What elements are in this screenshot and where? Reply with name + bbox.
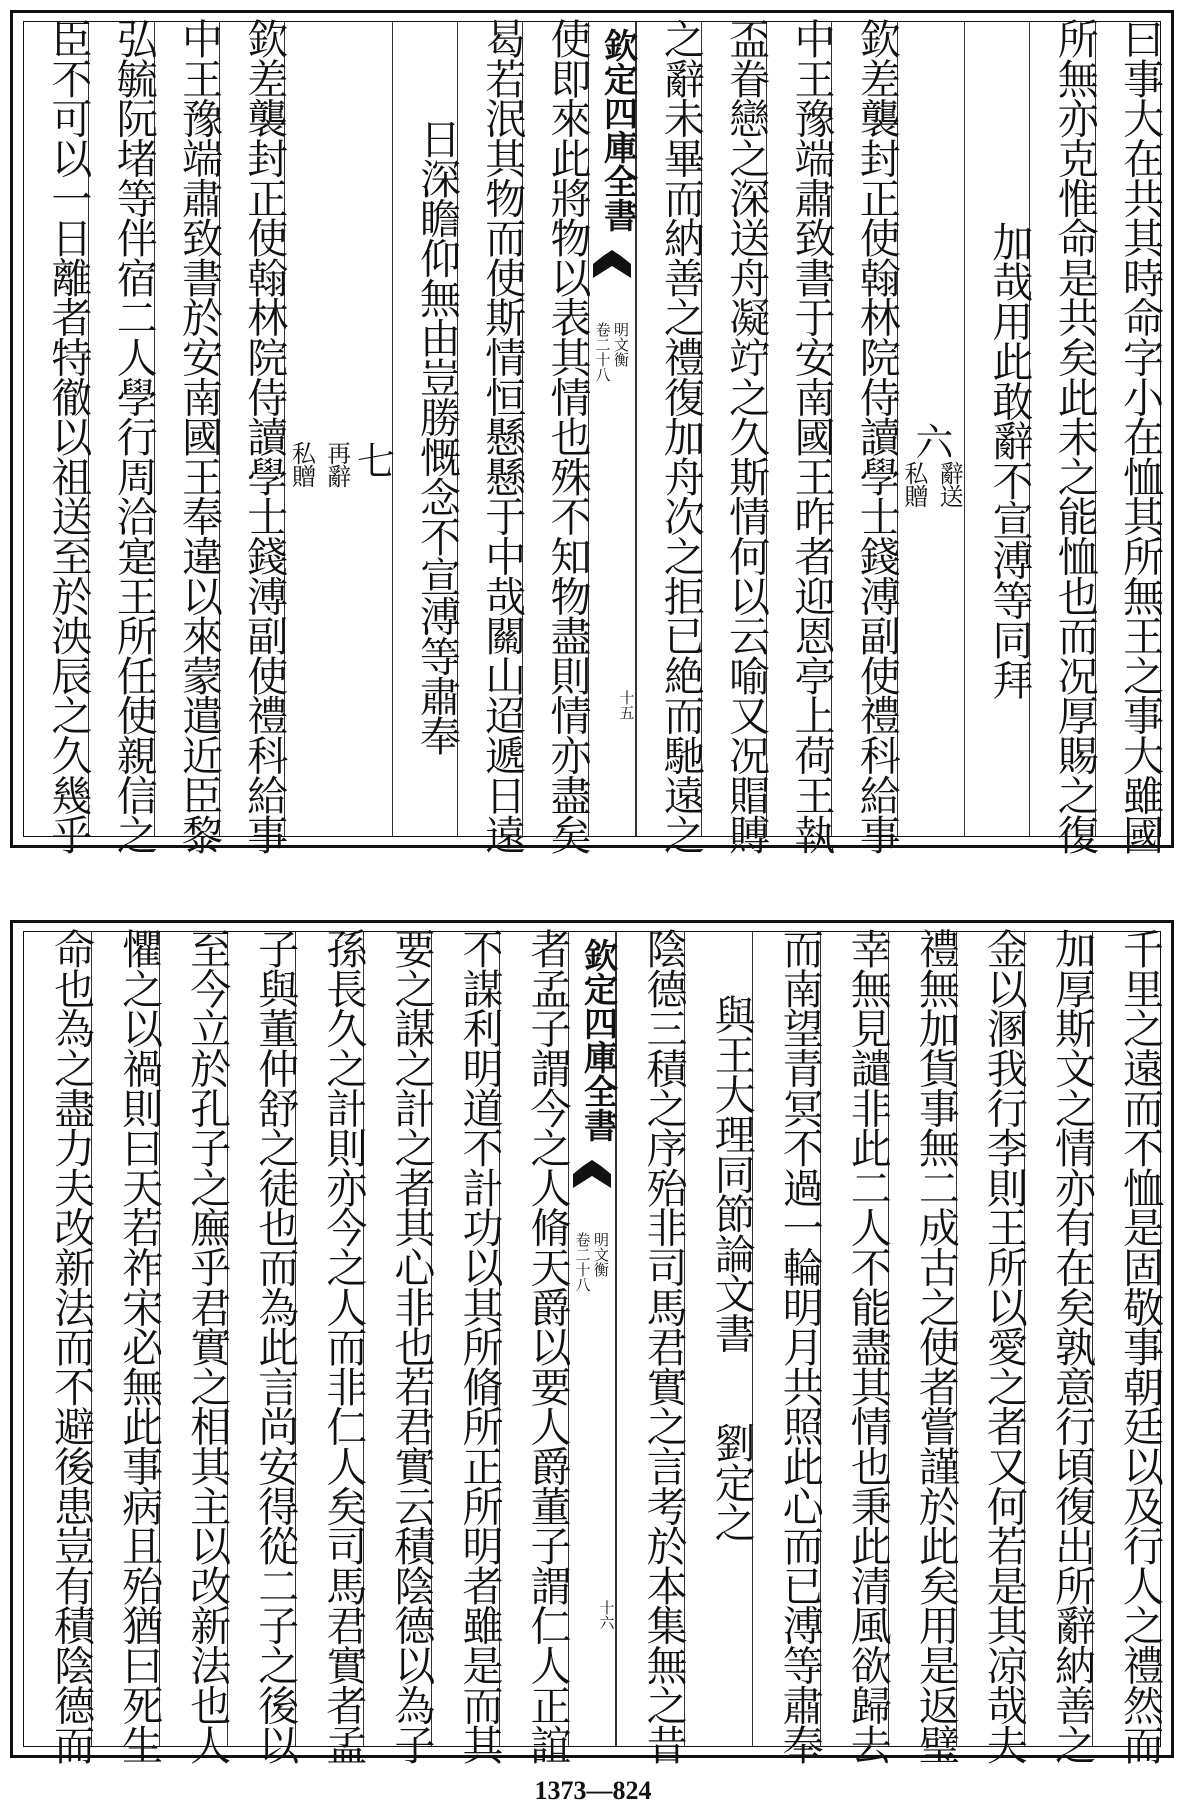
column-text: 者孟子謂今之人脩天爵以要人爵董子謂仁人正誼: [523, 928, 572, 1764]
page-gutter: [568, 932, 616, 1746]
column-text: 加哉用此敢辭不宣溥等同拜: [985, 221, 1034, 699]
column-text: 至今立於孔子之廡乎君實之相其主以改新法也人: [183, 928, 232, 1764]
text-column: [1092, 928, 1164, 1764]
text-column: [154, 18, 223, 854]
column-text: 懼之以禍則曰天若祚宋必無此事病且殆猶曰死生: [115, 928, 164, 1764]
text-column: [363, 928, 436, 1764]
fish-tail-mark-icon: [573, 1160, 611, 1188]
section-heading-seven: [284, 22, 395, 836]
volume-number: 卷二十八: [593, 322, 612, 382]
column-text: 不謀利明道不計功以其所脩所正所明者雖是而其: [455, 928, 504, 1764]
text-column: [1029, 18, 1099, 854]
text-column: [159, 928, 232, 1764]
volume-number: 卷二十八: [573, 1232, 592, 1292]
column-text: 孫長久之計則亦今之人而非仁人矣司馬君實者孟: [319, 928, 368, 1764]
heading-small-right: 再辭: [322, 441, 351, 487]
library-title: 欽定四庫全書: [597, 28, 638, 232]
page-bottom: [10, 920, 1174, 1764]
text-column: [219, 18, 289, 854]
text-column: [636, 18, 705, 854]
text-column: [766, 18, 836, 854]
text-column: [88, 18, 158, 854]
heading-small-left: 私贈: [899, 460, 928, 507]
text-column: [701, 18, 771, 854]
text-column: [964, 22, 1034, 836]
text-column: [820, 928, 892, 1764]
text-column: [431, 928, 504, 1764]
column-text: 中王豫端肅致書於安南國王奉違以來蒙遣近臣黎: [174, 18, 223, 854]
column-text: 曷若泯其物而使斯情恒懸懸于中哉關山迢遞日遠: [478, 18, 527, 854]
work-title: 明文衡: [612, 322, 631, 367]
text-column: [1024, 928, 1096, 1764]
column-text: 陰德三積之序殆非司馬君實之言考於本集無之昔: [639, 928, 688, 1764]
page-gutter: [588, 22, 636, 836]
text-column: [499, 928, 572, 1764]
heading-number: 七: [350, 441, 395, 478]
page-top-frame: [23, 18, 1164, 854]
heading-number: 六: [908, 421, 953, 459]
column-text: 所無亦克惟命是共矣此未之能恤也而况厚賜之復: [1050, 18, 1099, 854]
column-text: 禮無加貨事無二成古之使者嘗謹於此矣用是返璧: [911, 928, 960, 1764]
text-column: [392, 22, 461, 836]
text-column: [831, 18, 901, 854]
text-column: [24, 928, 96, 1764]
column-text: 中王豫端肅致書于安南國王昨者迎恩亭上荷王執: [787, 18, 836, 854]
page-number: 十六: [597, 1600, 616, 1630]
author-name: 劉定之: [707, 1422, 756, 1542]
section-heading-six: [897, 22, 964, 836]
text-column: [91, 928, 164, 1764]
column-text: 弘毓阮堵等伴宿二人學行周洽寔王所任使親信之: [109, 18, 158, 854]
column-text: 金以溷我行李則王所以愛之者又何若是其凉哉夫: [979, 928, 1028, 1764]
library-title: 欽定四庫全書: [577, 938, 618, 1142]
column-text: 加厚斯文之情亦有在矣孰意行頃復出所辭納善之: [1047, 928, 1096, 1764]
work-title: 明文衡: [592, 1232, 610, 1277]
text-column: [457, 18, 527, 854]
heading-small-right: 辭送: [935, 460, 964, 507]
column-text: 千里之遠而不恤是固敬事朝廷以及行人之禮然而: [1116, 928, 1164, 1764]
column-text: 命也為之盡力夫改新法而不避後患豈有積陰德而: [47, 928, 96, 1764]
column-text: 曰事大在共其時命字小在恤其所無王之事大雖國: [1116, 18, 1164, 854]
column-text: 要之謀之計之者其心非也若君實云積陰德以為子: [387, 928, 436, 1764]
text-column: [956, 928, 1028, 1764]
column-text: 子與董仲舒之徒也而為此言尚安得從二子之後以: [251, 928, 300, 1764]
page-bottom-frame: [23, 928, 1164, 1764]
column-text: 幸無見譴非此二人不能盡其情也秉此清風欲歸去: [843, 928, 892, 1764]
essay-title: 與王大理同節論文書: [707, 994, 756, 1353]
column-text: 欽差襲封正使翰林院侍讀學士錢溥副使禮科給事: [240, 18, 289, 854]
column-text: 欽差襲封正使翰林院侍讀學士錢溥副使禮科給事: [852, 18, 901, 854]
text-column: [888, 928, 960, 1764]
text-column: [295, 928, 368, 1764]
fish-tail-mark-icon: [593, 250, 631, 278]
text-column: [522, 18, 592, 854]
text-column: [752, 928, 824, 1764]
column-text: 之辭未畢而納善之禮復加舟次之拒已絶而馳遠之: [656, 18, 705, 854]
heading-small-left: 私贈: [287, 441, 316, 487]
column-text: 而南望青冥不過一輪明月共照此心而已溥等肅奉: [775, 928, 824, 1764]
text-column: [227, 928, 300, 1764]
essay-title-column: [684, 932, 756, 1746]
column-text: 使即來此將物以表其情也殊不知物盡則情亦盡矣: [543, 18, 592, 854]
text-column: [24, 18, 93, 854]
text-column: [1095, 18, 1164, 854]
column-text: 日深瞻仰無由豈勝慨念不宣溥等肅奉: [412, 117, 461, 755]
page-number: 十五: [617, 690, 636, 720]
column-text: 臣不可以一日離者特徹以祖送至於泱辰之久幾乎: [44, 18, 93, 854]
column-text: 盃眷戀之深送舟凝竚之久斯情何以云喻又况賵賻: [722, 18, 771, 854]
page-top: [10, 10, 1174, 854]
text-column: [616, 928, 688, 1764]
page-footer-number: 1373—824: [534, 1776, 652, 1805]
